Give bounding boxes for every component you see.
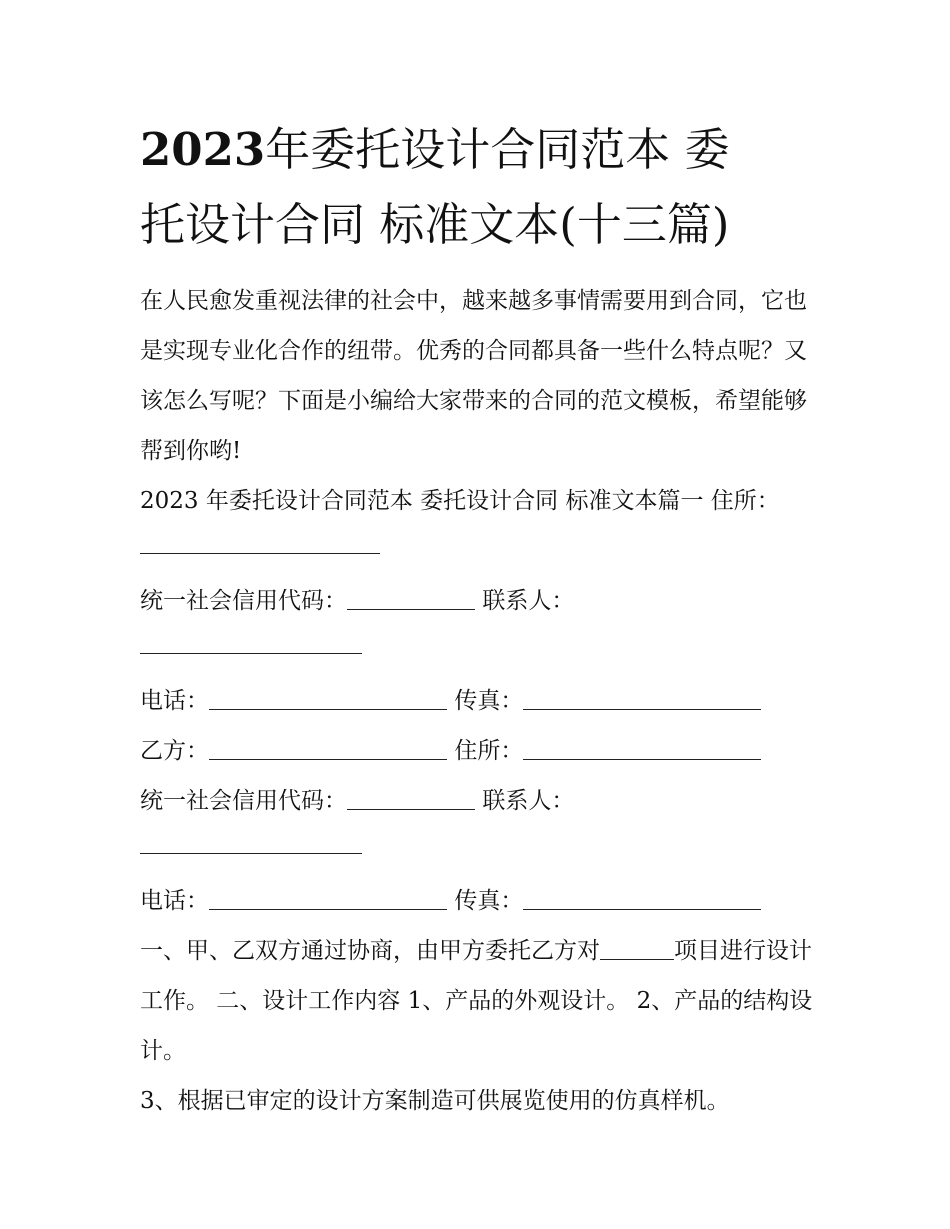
party-b-fax-label: 传真： — [454, 888, 524, 914]
party-b-label: 乙方： — [140, 738, 209, 764]
title-line2: 托设计合同 标准文本(十三篇) — [140, 198, 730, 251]
clause-1-paragraph — [140, 926, 820, 1076]
party-b-address-label: 住所： — [454, 738, 524, 764]
party-b-credit-line — [140, 776, 820, 826]
phone-blank[interactable] — [209, 708, 447, 710]
credit-code-blank[interactable] — [347, 608, 475, 610]
contact-blank-row — [140, 626, 820, 676]
fax-label: 传真： — [454, 688, 524, 714]
party-b-address-blank[interactable] — [523, 758, 761, 760]
clause-3-line: 3、根据已审定的设计方案制造可供展览使用的仿真样机。 — [140, 1088, 730, 1114]
clause-1-text-b: 项目进行设计工作。 二、设计工作内容 1、产品的外观设计。 2、产品的结构设计。 — [140, 938, 813, 1064]
document-page — [140, 112, 820, 1126]
document-title — [140, 112, 820, 262]
title-year: 2023 — [140, 123, 266, 176]
party-b-credit-code-label: 统一社会信用代码： — [140, 788, 347, 814]
fax-blank[interactable] — [523, 708, 761, 710]
party-b-contact-label: 联系人： — [482, 788, 575, 814]
party-b-blank[interactable] — [209, 758, 447, 760]
intro-paragraph: 在人民愈发重视法律的社会中，越来越多事情需要用到合同，它也是实现专业化合作的纽带。优秀的合同都具备一些什么特点呢？又该怎么写呢？下面是小编给大家带来的合同的范文模板，希望能够帮到你哟! — [140, 288, 807, 464]
address-blank[interactable] — [140, 552, 380, 554]
contact-label: 联系人： — [482, 588, 575, 614]
party-b-phone-label: 电话： — [140, 888, 209, 914]
title-line1: 年委托设计合同范本 委 — [265, 123, 730, 176]
contact-blank[interactable] — [140, 652, 362, 654]
section-heading: 2023 年委托设计合同范本 委托设计合同 标准文本篇一 住所： — [140, 488, 780, 514]
party-b-fax-blank[interactable] — [523, 908, 761, 910]
address-blank-row — [140, 526, 820, 576]
party-a-credit-line — [140, 576, 820, 626]
party-b-line — [140, 726, 820, 776]
project-name-blank[interactable] — [600, 958, 674, 960]
party-a-phone-line — [140, 676, 820, 726]
party-b-contact-blank-row — [140, 826, 820, 876]
party-b-phone-blank[interactable] — [209, 908, 447, 910]
party-b-contact-blank[interactable] — [140, 852, 362, 854]
party-b-phone-line — [140, 876, 820, 926]
credit-code-label: 统一社会信用代码： — [140, 588, 347, 614]
clause-1-text-a: 一、甲、乙双方通过协商，由甲方委托乙方对 — [140, 938, 600, 964]
phone-label: 电话： — [140, 688, 209, 714]
party-b-credit-code-blank[interactable] — [347, 808, 475, 810]
